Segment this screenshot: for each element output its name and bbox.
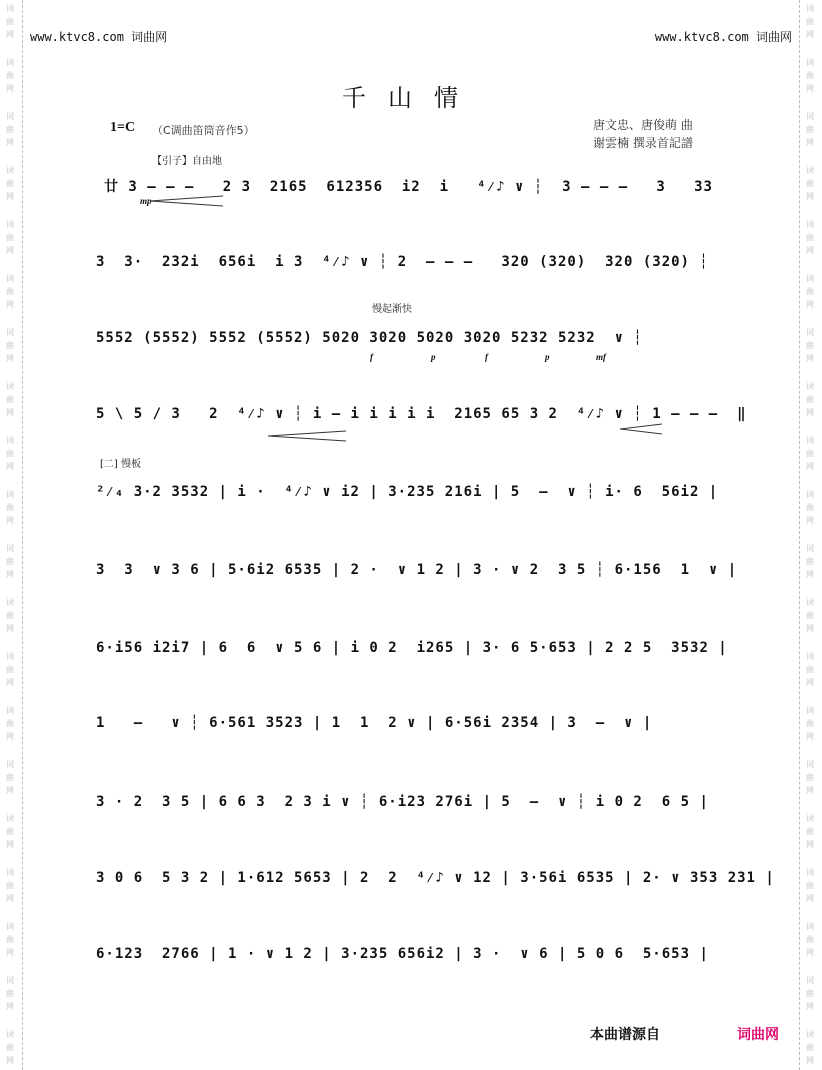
watermark-glyph: 网 — [806, 516, 814, 525]
watermark-glyph: 词 — [806, 1030, 814, 1039]
watermark-glyph: 曲 — [806, 773, 814, 782]
watermark-glyph: 网 — [806, 84, 814, 93]
watermark-glyph: 曲 — [806, 989, 814, 998]
watermark-glyph: 网 — [806, 894, 814, 903]
watermark-glyph: 词 — [6, 652, 14, 661]
watermark-glyph: 曲 — [806, 719, 814, 728]
watermark-glyph: 曲 — [6, 611, 14, 620]
watermark-glyph: 网 — [806, 408, 814, 417]
dynamic-mark: p — [431, 352, 436, 362]
watermark-glyph: 曲 — [6, 17, 14, 26]
watermark-glyph: 网 — [6, 894, 14, 903]
watermark-glyph: 词 — [6, 220, 14, 229]
watermark-glyph: 曲 — [6, 287, 14, 296]
watermark-glyph: 曲 — [6, 449, 14, 458]
watermark-glyph: 曲 — [806, 233, 814, 242]
score-line-notes: 6·123 2766 | 1 · ∨ 1 2 | 3·235 656i2 | 3 · ∨ 6 | 5 0 6 5·653 | — [96, 946, 709, 962]
watermark-glyph: 词 — [806, 220, 814, 229]
watermark-glyph: 词 — [806, 4, 814, 13]
transcriber-credit: 谢雲楠 撰录首記譜 — [593, 136, 693, 150]
watermark-glyph: 网 — [806, 30, 814, 39]
score-line-notes: 6·i56 i2i7 | 6 6 ∨ 5 6 | i 0 2 i265 | 3· 6 5·653 | 2 2 5 3532 | — [96, 640, 728, 656]
watermark-glyph: 网 — [6, 732, 14, 741]
score-line-notes: 廿 3 — — — 2 3 2165 612356 i2 i ⁴⁄♪ ∨ ┆ 3 — — — 3 33 — [104, 179, 713, 195]
score-line-2 — [96, 246, 728, 286]
watermark-glyph: 词 — [806, 382, 814, 391]
watermark-glyph: 网 — [6, 1056, 14, 1065]
watermark-glyph: 词 — [6, 544, 14, 553]
watermark-glyph: 曲 — [6, 1043, 14, 1052]
score-line-notes: 5552 (5552) 5552 (5552) 5020 3020 5020 3020 5232 5232 ∨ ┆ — [96, 330, 643, 346]
watermark-glyph: 词 — [806, 274, 814, 283]
dynamic-mark: mp — [140, 196, 152, 206]
watermark-glyph: 词 — [6, 328, 14, 337]
watermark-glyph: 曲 — [806, 179, 814, 188]
watermark-glyph: 网 — [6, 192, 14, 201]
watermark-glyph: 词 — [806, 868, 814, 877]
watermark-glyph: 网 — [806, 300, 814, 309]
watermark-glyph: 网 — [806, 246, 814, 255]
score-title: 千山情 — [342, 84, 480, 112]
watermark-glyph: 网 — [806, 624, 814, 633]
watermark-glyph: 曲 — [6, 71, 14, 80]
watermark-glyph: 词 — [6, 598, 14, 607]
score-line-7 — [96, 632, 728, 672]
watermark-glyph: 网 — [806, 786, 814, 795]
section-slow-label: [二] 慢板 — [100, 459, 141, 470]
watermark-glyph: 词 — [6, 166, 14, 175]
watermark-glyph: 曲 — [806, 287, 814, 296]
score-line-notes: 3 3· 232i 656i i 3 ⁴⁄♪ ∨ ┆ 2 — — — 320 (320) 320 (320) ┆ — [96, 254, 709, 270]
watermark-glyph: 曲 — [6, 395, 14, 404]
watermark-glyph: 词 — [806, 598, 814, 607]
watermark-glyph: 曲 — [806, 1043, 814, 1052]
score-line-1 — [104, 168, 724, 208]
watermark-glyph: 词 — [6, 868, 14, 877]
watermark-glyph: 网 — [6, 516, 14, 525]
watermark-glyph: 网 — [806, 732, 814, 741]
watermark-glyph: 词 — [806, 58, 814, 67]
header-url-right[interactable]: www.ktvc8.com 词曲网 — [654, 30, 792, 44]
watermark-glyph: 词 — [6, 382, 14, 391]
watermark-glyph: 词 — [806, 760, 814, 769]
site-brand-link[interactable]: 词曲网 — [737, 1027, 779, 1043]
watermark-glyph: 词 — [6, 274, 14, 283]
watermark-glyph: 词 — [806, 976, 814, 985]
watermark-glyph: 网 — [6, 84, 14, 93]
watermark-glyph: 词 — [806, 490, 814, 499]
watermark-glyph: 曲 — [6, 827, 14, 836]
score-line-notes: 3 0 6 5 3 2 | 1·612 5653 | 2 2 ⁴⁄♪ ∨ 12 | 3·56i 6535 | 2· ∨ 353 231 | — [96, 870, 775, 886]
watermark-glyph: 网 — [6, 948, 14, 957]
watermark-glyph: 网 — [6, 138, 14, 147]
watermark-glyph: 曲 — [806, 935, 814, 944]
score-line-notes: 3 3 ∨ 3 6 | 5·6i2 6535 | 2 · ∨ 1 2 | 3 · ∨ 2 3 5 ┆ 6·156 1 ∨ | — [96, 562, 738, 578]
watermark-glyph: 曲 — [806, 17, 814, 26]
watermark-glyph: 词 — [806, 652, 814, 661]
watermark-glyph: 网 — [806, 1002, 814, 1011]
key-signature: 1=C — [110, 120, 136, 135]
watermark-glyph: 词 — [6, 1030, 14, 1039]
watermark-glyph: 曲 — [806, 611, 814, 620]
score-line-5 — [96, 476, 728, 516]
watermark-glyph: 曲 — [6, 935, 14, 944]
score-line-notes: 5 \ 5 / 3 2 ⁴⁄♪ ∨ ┆ i — i i i i i 2165 65 3 2 ⁴⁄♪ ∨ ┆ 1 — — — ‖ — [96, 406, 747, 422]
right-watermark-strip — [799, 0, 822, 1070]
watermark-glyph: 词 — [806, 112, 814, 121]
watermark-glyph: 网 — [806, 570, 814, 579]
watermark-glyph: 词 — [6, 976, 14, 985]
watermark-glyph: 词 — [806, 436, 814, 445]
watermark-glyph: 词 — [6, 58, 14, 67]
score-line-9 — [96, 786, 728, 826]
dynamic-mark: f — [370, 352, 373, 362]
watermark-glyph: 曲 — [806, 71, 814, 80]
watermark-glyph: 曲 — [6, 125, 14, 134]
watermark-glyph: 词 — [6, 706, 14, 715]
watermark-glyph: 词 — [806, 328, 814, 337]
watermark-glyph: 曲 — [806, 881, 814, 890]
watermark-glyph: 网 — [806, 678, 814, 687]
watermark-glyph: 网 — [6, 786, 14, 795]
watermark-glyph: 词 — [6, 112, 14, 121]
watermark-glyph: 曲 — [806, 449, 814, 458]
watermark-glyph: 网 — [806, 462, 814, 471]
watermark-glyph: 曲 — [806, 341, 814, 350]
score-line-notes: 1 — ∨ ┆ 6·561 3523 | 1 1 2 ∨ | 6·56i 2354 | 3 — ∨ | — [96, 715, 653, 731]
watermark-glyph: 网 — [6, 354, 14, 363]
watermark-glyph: 曲 — [6, 341, 14, 350]
score-line-10 — [96, 862, 775, 902]
score-line-notes: 3 · 2 3 5 | 6 6 3 2 3 i ∨ ┆ 6·i23 276i | 5 — ∨ ┆ i 0 2 6 5 | — [96, 794, 709, 810]
watermark-glyph: 词 — [6, 922, 14, 931]
watermark-glyph: 曲 — [6, 881, 14, 890]
watermark-glyph: 曲 — [806, 557, 814, 566]
key-note: （C调曲笛筒音作5） — [152, 124, 255, 137]
section-intro-label: 【引子】自由地 — [152, 156, 222, 167]
watermark-glyph: 词 — [806, 544, 814, 553]
watermark-glyph: 曲 — [806, 827, 814, 836]
watermark-glyph: 曲 — [6, 557, 14, 566]
watermark-glyph: 网 — [806, 138, 814, 147]
watermark-glyph: 曲 — [806, 665, 814, 674]
header-url-left[interactable]: www.ktvc8.com 词曲网 — [30, 30, 168, 44]
watermark-glyph: 曲 — [806, 503, 814, 512]
score-line-11 — [96, 938, 728, 978]
watermark-glyph: 网 — [6, 570, 14, 579]
score-line-4 — [96, 398, 747, 438]
watermark-glyph: 网 — [806, 1056, 814, 1065]
watermark-glyph: 词 — [806, 814, 814, 823]
watermark-glyph: 曲 — [6, 179, 14, 188]
watermark-glyph: 网 — [806, 192, 814, 201]
left-watermark-strip — [0, 0, 23, 1070]
watermark-glyph: 网 — [6, 246, 14, 255]
dynamic-mark: p — [545, 352, 550, 362]
watermark-glyph: 曲 — [806, 125, 814, 134]
watermark-glyph: 网 — [6, 1002, 14, 1011]
watermark-glyph: 网 — [6, 462, 14, 471]
watermark-glyph: 网 — [6, 408, 14, 417]
watermark-glyph: 网 — [806, 948, 814, 957]
watermark-glyph: 词 — [806, 166, 814, 175]
watermark-glyph: 词 — [806, 922, 814, 931]
composer-credit: 唐文忠、唐俊萌 曲 — [593, 118, 693, 132]
dynamic-mark: mf — [596, 352, 606, 362]
watermark-glyph: 词 — [6, 436, 14, 445]
watermark-glyph: 曲 — [6, 989, 14, 998]
watermark-glyph: 词 — [6, 814, 14, 823]
watermark-glyph: 网 — [6, 840, 14, 849]
tempo-marking: 慢起渐快 — [372, 304, 412, 315]
watermark-glyph: 词 — [806, 706, 814, 715]
watermark-glyph: 曲 — [6, 233, 14, 242]
score-line-3 — [96, 322, 728, 362]
source-label: 本曲谱源自 — [590, 1027, 660, 1043]
watermark-glyph: 词 — [6, 490, 14, 499]
watermark-glyph: 词 — [6, 4, 14, 13]
watermark-glyph: 网 — [806, 840, 814, 849]
watermark-glyph: 网 — [806, 354, 814, 363]
score-line-8 — [96, 707, 728, 747]
watermark-glyph: 网 — [6, 624, 14, 633]
score-line-notes: ²⁄₄ 3·2 3532 | i · ⁴⁄♪ ∨ i2 | 3·235 216i | 5 — ∨ ┆ i· 6 56i2 | — [96, 484, 719, 500]
watermark-glyph: 词 — [6, 760, 14, 769]
watermark-glyph: 网 — [6, 30, 14, 39]
watermark-glyph: 曲 — [6, 773, 14, 782]
score-line-6 — [96, 554, 738, 594]
watermark-glyph: 曲 — [6, 719, 14, 728]
watermark-glyph: 网 — [6, 678, 14, 687]
watermark-glyph: 网 — [6, 300, 14, 309]
watermark-glyph: 曲 — [6, 503, 14, 512]
watermark-glyph: 曲 — [6, 665, 14, 674]
watermark-glyph: 曲 — [806, 395, 814, 404]
dynamic-mark: f — [485, 352, 488, 362]
